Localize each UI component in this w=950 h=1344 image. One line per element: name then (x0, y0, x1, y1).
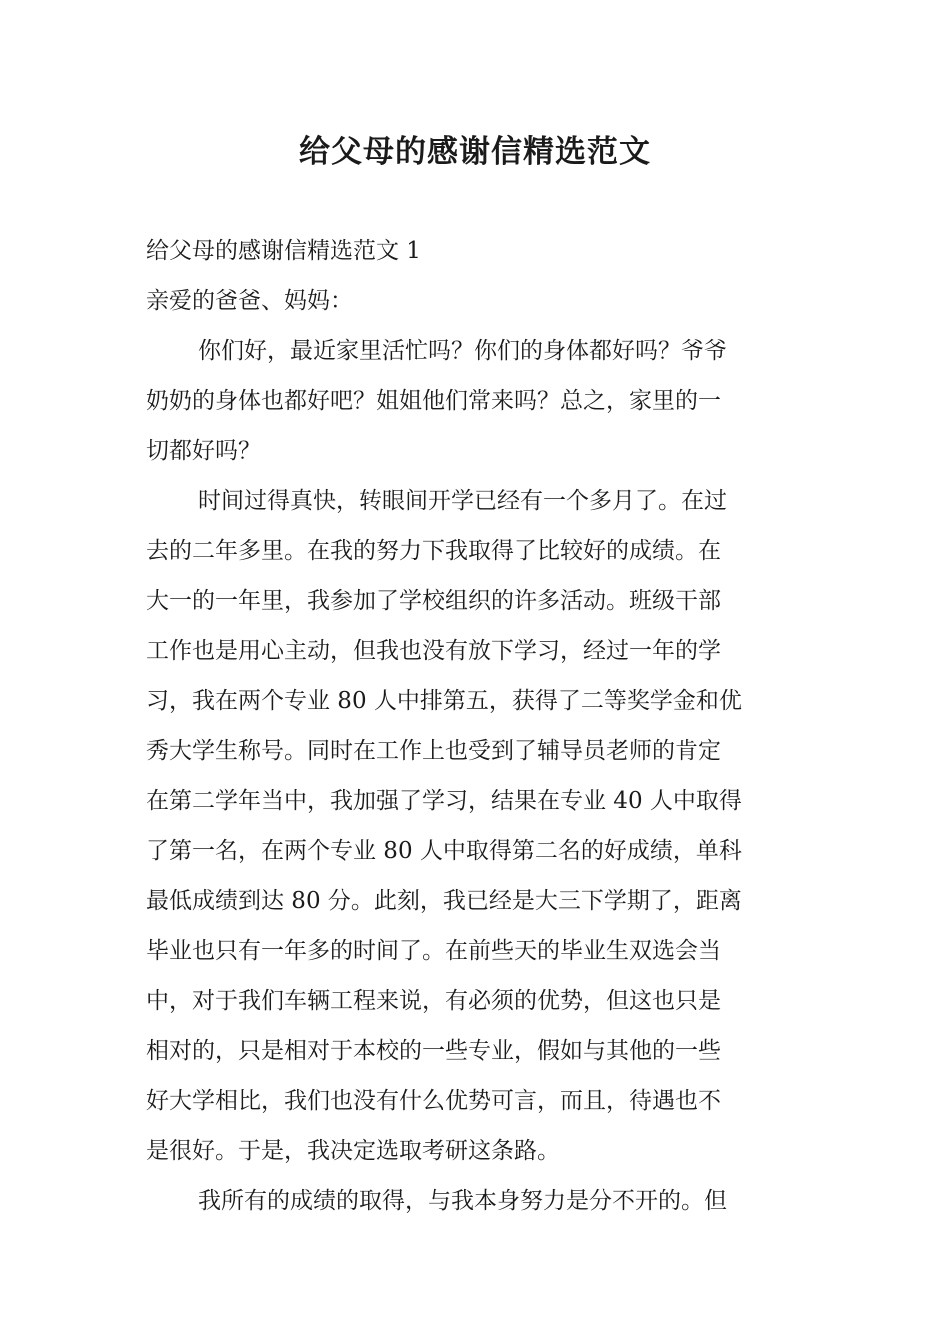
text-line: 在第二学年当中，我加强了学习，结果在专业 40 人中取得 (146, 788, 742, 814)
text-line: 了第一名，在两个专业 80 人中取得第二名的好成绩，单科 (146, 838, 742, 864)
text-line: 最低成绩到达 80 分。此刻，我已经是大三下学期了，距离 (146, 888, 742, 914)
text-line: 你们好，最近家里活忙吗？你们的身体都好吗？爷爷 (198, 338, 727, 364)
text-line: 秀大学生称号。同时在工作上也受到了辅导员老师的肯定 (146, 738, 721, 764)
paragraph-effort (146, 1176, 808, 1226)
text-line: 毕业也只有一年多的时间了。在前些天的毕业生双选会当 (146, 938, 721, 964)
text-line: 是很好。于是，我决定选取考研这条路。 (146, 1138, 560, 1164)
text-line: 我所有的成绩的取得，与我本身努力是分不开的。但 (198, 1188, 727, 1214)
text-line: 中，对于我们车辆工程来说，有必须的优势，但这也只是 (146, 988, 721, 1014)
salutation: 亲爱的爸爸、妈妈： (146, 288, 353, 314)
text-line: 切都好吗？ (146, 438, 261, 464)
paragraph-greeting (146, 326, 808, 476)
document-body (146, 226, 808, 1226)
section-subheading: 给父母的感谢信精选范文 1 (146, 238, 421, 264)
text-line: 奶奶的身体也都好吧？姐姐他们常来吗？总之，家里的一 (146, 388, 721, 414)
paragraph-achievements (146, 476, 808, 1176)
document-title: 给父母的感谢信精选范文 (299, 134, 651, 170)
text-line: 习，我在两个专业 80 人中排第五，获得了二等奖学金和优 (146, 688, 742, 714)
text-line: 工作也是用心主动，但我也没有放下学习，经过一年的学 (146, 638, 721, 664)
text-line: 相对的，只是相对于本校的一些专业，假如与其他的一些 (146, 1038, 721, 1064)
text-line: 大一的一年里，我参加了学校组织的许多活动。班级干部 (146, 588, 721, 614)
text-line: 时间过得真快，转眼间开学已经有一个多月了。在过 (198, 488, 727, 514)
text-line: 好大学相比，我们也没有什么优势可言，而且，待遇也不 (146, 1088, 721, 1114)
text-line: 去的二年多里。在我的努力下我取得了比较好的成绩。在 (146, 538, 721, 564)
